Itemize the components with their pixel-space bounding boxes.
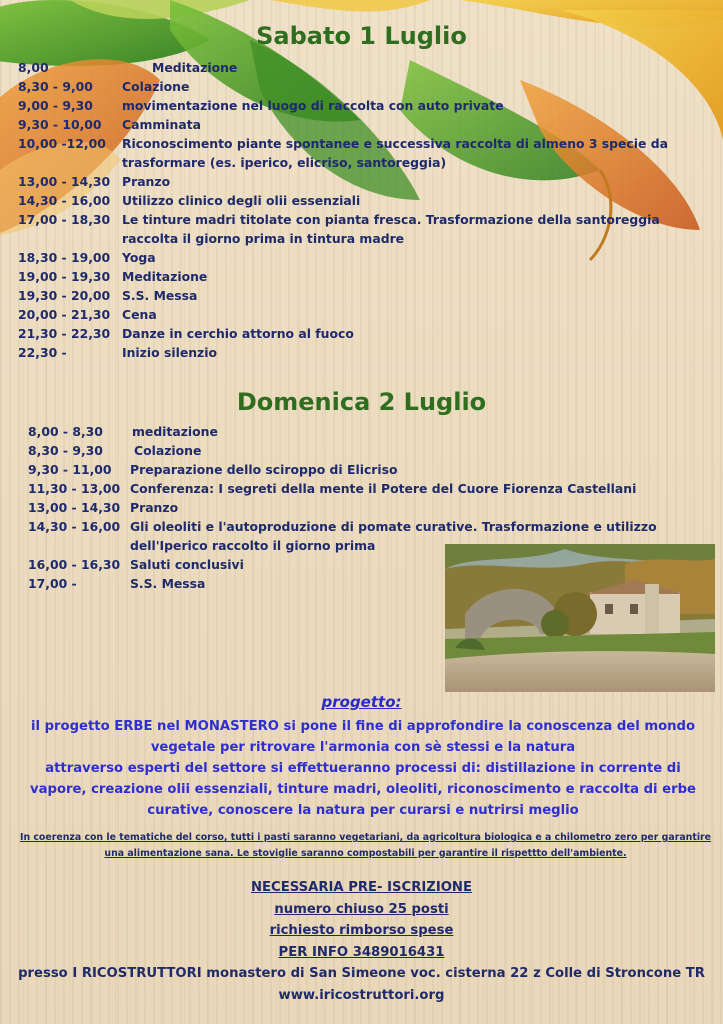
schedule-time: 17,00 - bbox=[28, 576, 77, 591]
schedule-time: 13,00 - 14,30 bbox=[18, 174, 111, 189]
schedule-time: 9,00 - 9,30 bbox=[18, 98, 93, 113]
schedule-time: 8,00 bbox=[18, 60, 49, 75]
schedule-row bbox=[18, 58, 708, 77]
schedule-activity: Yoga bbox=[122, 250, 156, 265]
schedule-row bbox=[18, 77, 708, 96]
schedule-activity: meditazione bbox=[132, 424, 218, 439]
schedule-activity: Le tinture madri titolate con pianta fresca. Trasformazione della santoreggia raccolta il giorno prima in tintura madre bbox=[122, 212, 660, 246]
schedule-activity: Danze in cerchio attorno al fuoco bbox=[122, 326, 354, 341]
schedule-time: 8,30 - 9,30 bbox=[28, 443, 103, 458]
schedule-time: 19,00 - 19,30 bbox=[18, 269, 111, 284]
schedule-row bbox=[18, 191, 708, 210]
schedule-row bbox=[18, 96, 708, 115]
schedule-row bbox=[28, 441, 693, 460]
sunday-title: Domenica 2 Luglio bbox=[236, 388, 487, 416]
schedule-activity: Conferenza: I segreti della mente il Potere del Cuore Fiorenza Castellani bbox=[130, 481, 637, 496]
schedule-row bbox=[18, 286, 708, 305]
schedule-activity: Colazione bbox=[122, 79, 190, 94]
schedule-time: 18,30 - 19,00 bbox=[18, 250, 111, 265]
schedule-row bbox=[18, 248, 708, 267]
preregistration-notice: NECESSARIA PRE- ISCRIZIONE bbox=[251, 880, 472, 895]
schedule-time: 20,00 - 21,30 bbox=[18, 307, 111, 322]
schedule-time: 19,30 - 20,00 bbox=[18, 288, 111, 303]
schedule-row bbox=[28, 479, 693, 498]
project-line-2: attraverso esperti del settore si effettueranno processi di: distillazione in corrente di vapore, creazione olii essenziali, tinture madri, oleoliti, riconoscimento e raccolta di erbe curative, conoscere la natura per curarsi e nutrirsi meglio bbox=[30, 761, 696, 818]
schedule-activity: Pranzo bbox=[130, 500, 179, 515]
schedule-activity: Preparazione dello sciroppo di Elicriso bbox=[130, 462, 398, 477]
schedule-row bbox=[18, 305, 708, 324]
schedule-activity: S.S. Messa bbox=[122, 288, 198, 303]
schedule-activity: Pranzo bbox=[122, 174, 171, 189]
schedule-activity: Meditazione bbox=[152, 60, 238, 75]
schedule-activity: Gli oleoliti e l'autoproduzione di pomate curative. Trasformazione e utilizzo dell'Iperico raccolto il giorno prima bbox=[130, 519, 657, 553]
schedule-time: 9,30 - 11,00 bbox=[28, 462, 112, 477]
schedule-time: 10,00 -12,00 bbox=[18, 136, 106, 151]
project-line-1: il progetto ERBE nel MONASTERO si pone il fine di approfondire la conoscenza del mondo vegetale per ritrovare l'armonia con sè stessi e la natura bbox=[30, 719, 696, 755]
website-link[interactable]: www.iricostruttori.org bbox=[278, 987, 445, 1003]
schedule-row bbox=[18, 267, 708, 286]
schedule-row bbox=[18, 172, 708, 191]
schedule-activity: Camminata bbox=[122, 117, 201, 132]
schedule-time: 22,30 - bbox=[18, 345, 67, 360]
schedule-activity: Colazione bbox=[134, 443, 202, 458]
schedule-row bbox=[28, 498, 693, 517]
info-phone: PER INFO 3489016431 bbox=[278, 944, 445, 960]
schedule-time: 11,30 - 13,00 bbox=[28, 481, 121, 496]
reimbursement-notice: richiesto rimborso spese bbox=[269, 923, 454, 938]
meal-note: In coerenza con le tematiche del corso, tutti i pasti saranno vegetariani, da agricoltura biologica e a chilometro zero per garantire una alimentazione sana. Le stoviglie saranno compostabili per garantire il rispettto dell'ambiente. bbox=[19, 832, 712, 859]
project-heading: progetto: bbox=[321, 693, 402, 711]
monastery-photo bbox=[445, 544, 715, 692]
project-description bbox=[18, 716, 708, 821]
schedule-time: 17,00 - 18,30 bbox=[18, 212, 111, 227]
saturday-schedule bbox=[18, 58, 708, 362]
schedule-row bbox=[28, 460, 693, 479]
schedule-time: 16,00 - 16,30 bbox=[28, 557, 121, 572]
schedule-time: 14,30 - 16,00 bbox=[28, 519, 121, 534]
schedule-activity: Cena bbox=[122, 307, 157, 322]
saturday-title: Sabato 1 Luglio bbox=[256, 22, 467, 50]
schedule-time: 8,30 - 9,00 bbox=[18, 79, 93, 94]
venue-address: presso I RICOSTRUTTORI monastero di San Simeone voc. cisterna 22 z Colle di Stroncone TR bbox=[18, 966, 705, 981]
footer-info bbox=[0, 877, 723, 1006]
schedule-activity: S.S. Messa bbox=[130, 576, 206, 591]
schedule-activity: Inizio silenzio bbox=[122, 345, 218, 360]
schedule-activity: Riconoscimento piante spontanee e successiva raccolta di almeno 3 specie da trasformare (es. iperico, elicriso, santoreggia) bbox=[122, 136, 668, 170]
schedule-activity: Meditazione bbox=[122, 269, 208, 284]
schedule-activity: Saluti conclusivi bbox=[130, 557, 244, 572]
schedule-time: 9,30 - 10,00 bbox=[18, 117, 102, 132]
schedule-activity: Utilizzo clinico degli olii essenziali bbox=[122, 193, 361, 208]
schedule-time: 8,00 - 8,30 bbox=[28, 424, 103, 439]
schedule-row bbox=[28, 422, 693, 441]
schedule-row bbox=[18, 324, 708, 343]
schedule-activity: movimentazione nel luogo di raccolta con auto private bbox=[122, 98, 504, 113]
schedule-row bbox=[18, 134, 708, 172]
schedule-row bbox=[18, 115, 708, 134]
schedule-time: 21,30 - 22,30 bbox=[18, 326, 111, 341]
schedule-row bbox=[18, 343, 708, 362]
schedule-time: 13,00 - 14,30 bbox=[28, 500, 121, 515]
limited-places: numero chiuso 25 posti bbox=[274, 901, 449, 917]
schedule-time: 14,30 - 16,00 bbox=[18, 193, 111, 208]
schedule-row bbox=[18, 210, 708, 248]
